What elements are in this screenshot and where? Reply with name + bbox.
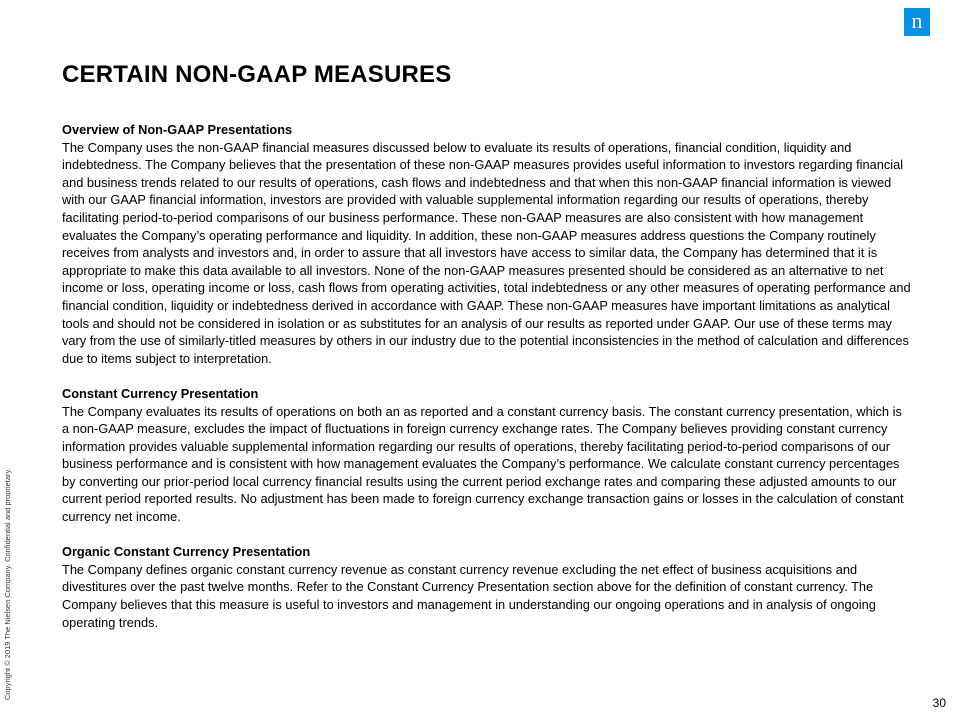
section-heading: Organic Constant Currency Presentation: [62, 544, 311, 560]
left-sidebar: [0, 0, 24, 720]
copyright-notice: Copyright © 2019 The Nielsen Company. Confidential and proprietary.: [3, 468, 12, 700]
section-heading: Overview of Non-GAAP Presentations: [62, 122, 293, 137]
section-body: The Company uses the non-GAAP financial measures discussed below to evaluate its results of operations, financial condition, liquidity and indebtedness. The Company believes that the presentation of these non-GAAP measures provides useful information to investors regarding financial and business trends related to our results of operations, cash flows and indebtedness and that when this non-GAAP financial information is viewed with our GAAP financial information, investors are provided with valuable supplemental information regarding our results of operations, thereby facilitating period-to-period comparisons of our business performance. These non-GAAP measures are also consistent with how management evaluates the Company’s operating performance and liquidity. In addition, these non-GAAP measures address questions the Company routinely receives from analysts and investors and, in order to assure that all investors have access to similar data, the Company has determined that it is appropriate to make this data available to all investors. None of the non-GAAP measures presented should be considered as an alternative to net income or loss, operating income or loss, cash flows from operating activities, total indebtedness or any other measures of operating performance and financial condition, liquidity or indebtedness derived in accordance with GAAP. These non-GAAP measures have important limitations as analytical tools and should not be considered in isolation or as substitutes for an analysis of our results as reported under GAAP. Our use of these terms may vary from the use of similarly-titled measures by others in our industry due to the potential inconsistencies in the method of calculation and differences due to items subject to interpretation.: [62, 139, 911, 366]
section-body: The Company evaluates its results of operations on both an as reported and a constant currency basis. The constant currency presentation, which is a non-GAAP measure, excludes the impact of fluctuations in foreign currency exchange rates. The Company believes providing constant currency information provides valuable supplemental information regarding our results of operations, thereby facilitating period-to-period comparisons of our business performance and is consistent with how management evaluates the Company’s performance. We calculate constant currency percentages by converting our prior-period local currency financial results using the current period exchange rates and comparing these adjusted amounts to our current period reported results. No adjustment has been made to foreign currency exchange transaction gains or losses in the calculation of constant currency net income.: [62, 403, 904, 525]
section-overview: [62, 121, 912, 367]
section-body: The Company defines organic constant currency revenue as constant currency revenue excluding the net effect of business acquisitions and divestitures over the past twelve months. Refer to the Constant Currency Presentation section above for the definition of constant currency. The Company believes that this measure is useful to investors and management in understanding our ongoing operations and in analysis of ongoing operating trends.: [62, 561, 876, 630]
section-organic-constant-currency: [62, 543, 912, 631]
nielsen-logo-icon: n: [904, 8, 930, 36]
slide-title: CERTAIN NON-GAAP MEASURES: [62, 61, 452, 88]
slide-content: [62, 121, 912, 649]
page-number: 30: [932, 696, 946, 710]
section-heading: Constant Currency Presentation: [62, 385, 259, 401]
section-constant-currency: [62, 385, 912, 526]
